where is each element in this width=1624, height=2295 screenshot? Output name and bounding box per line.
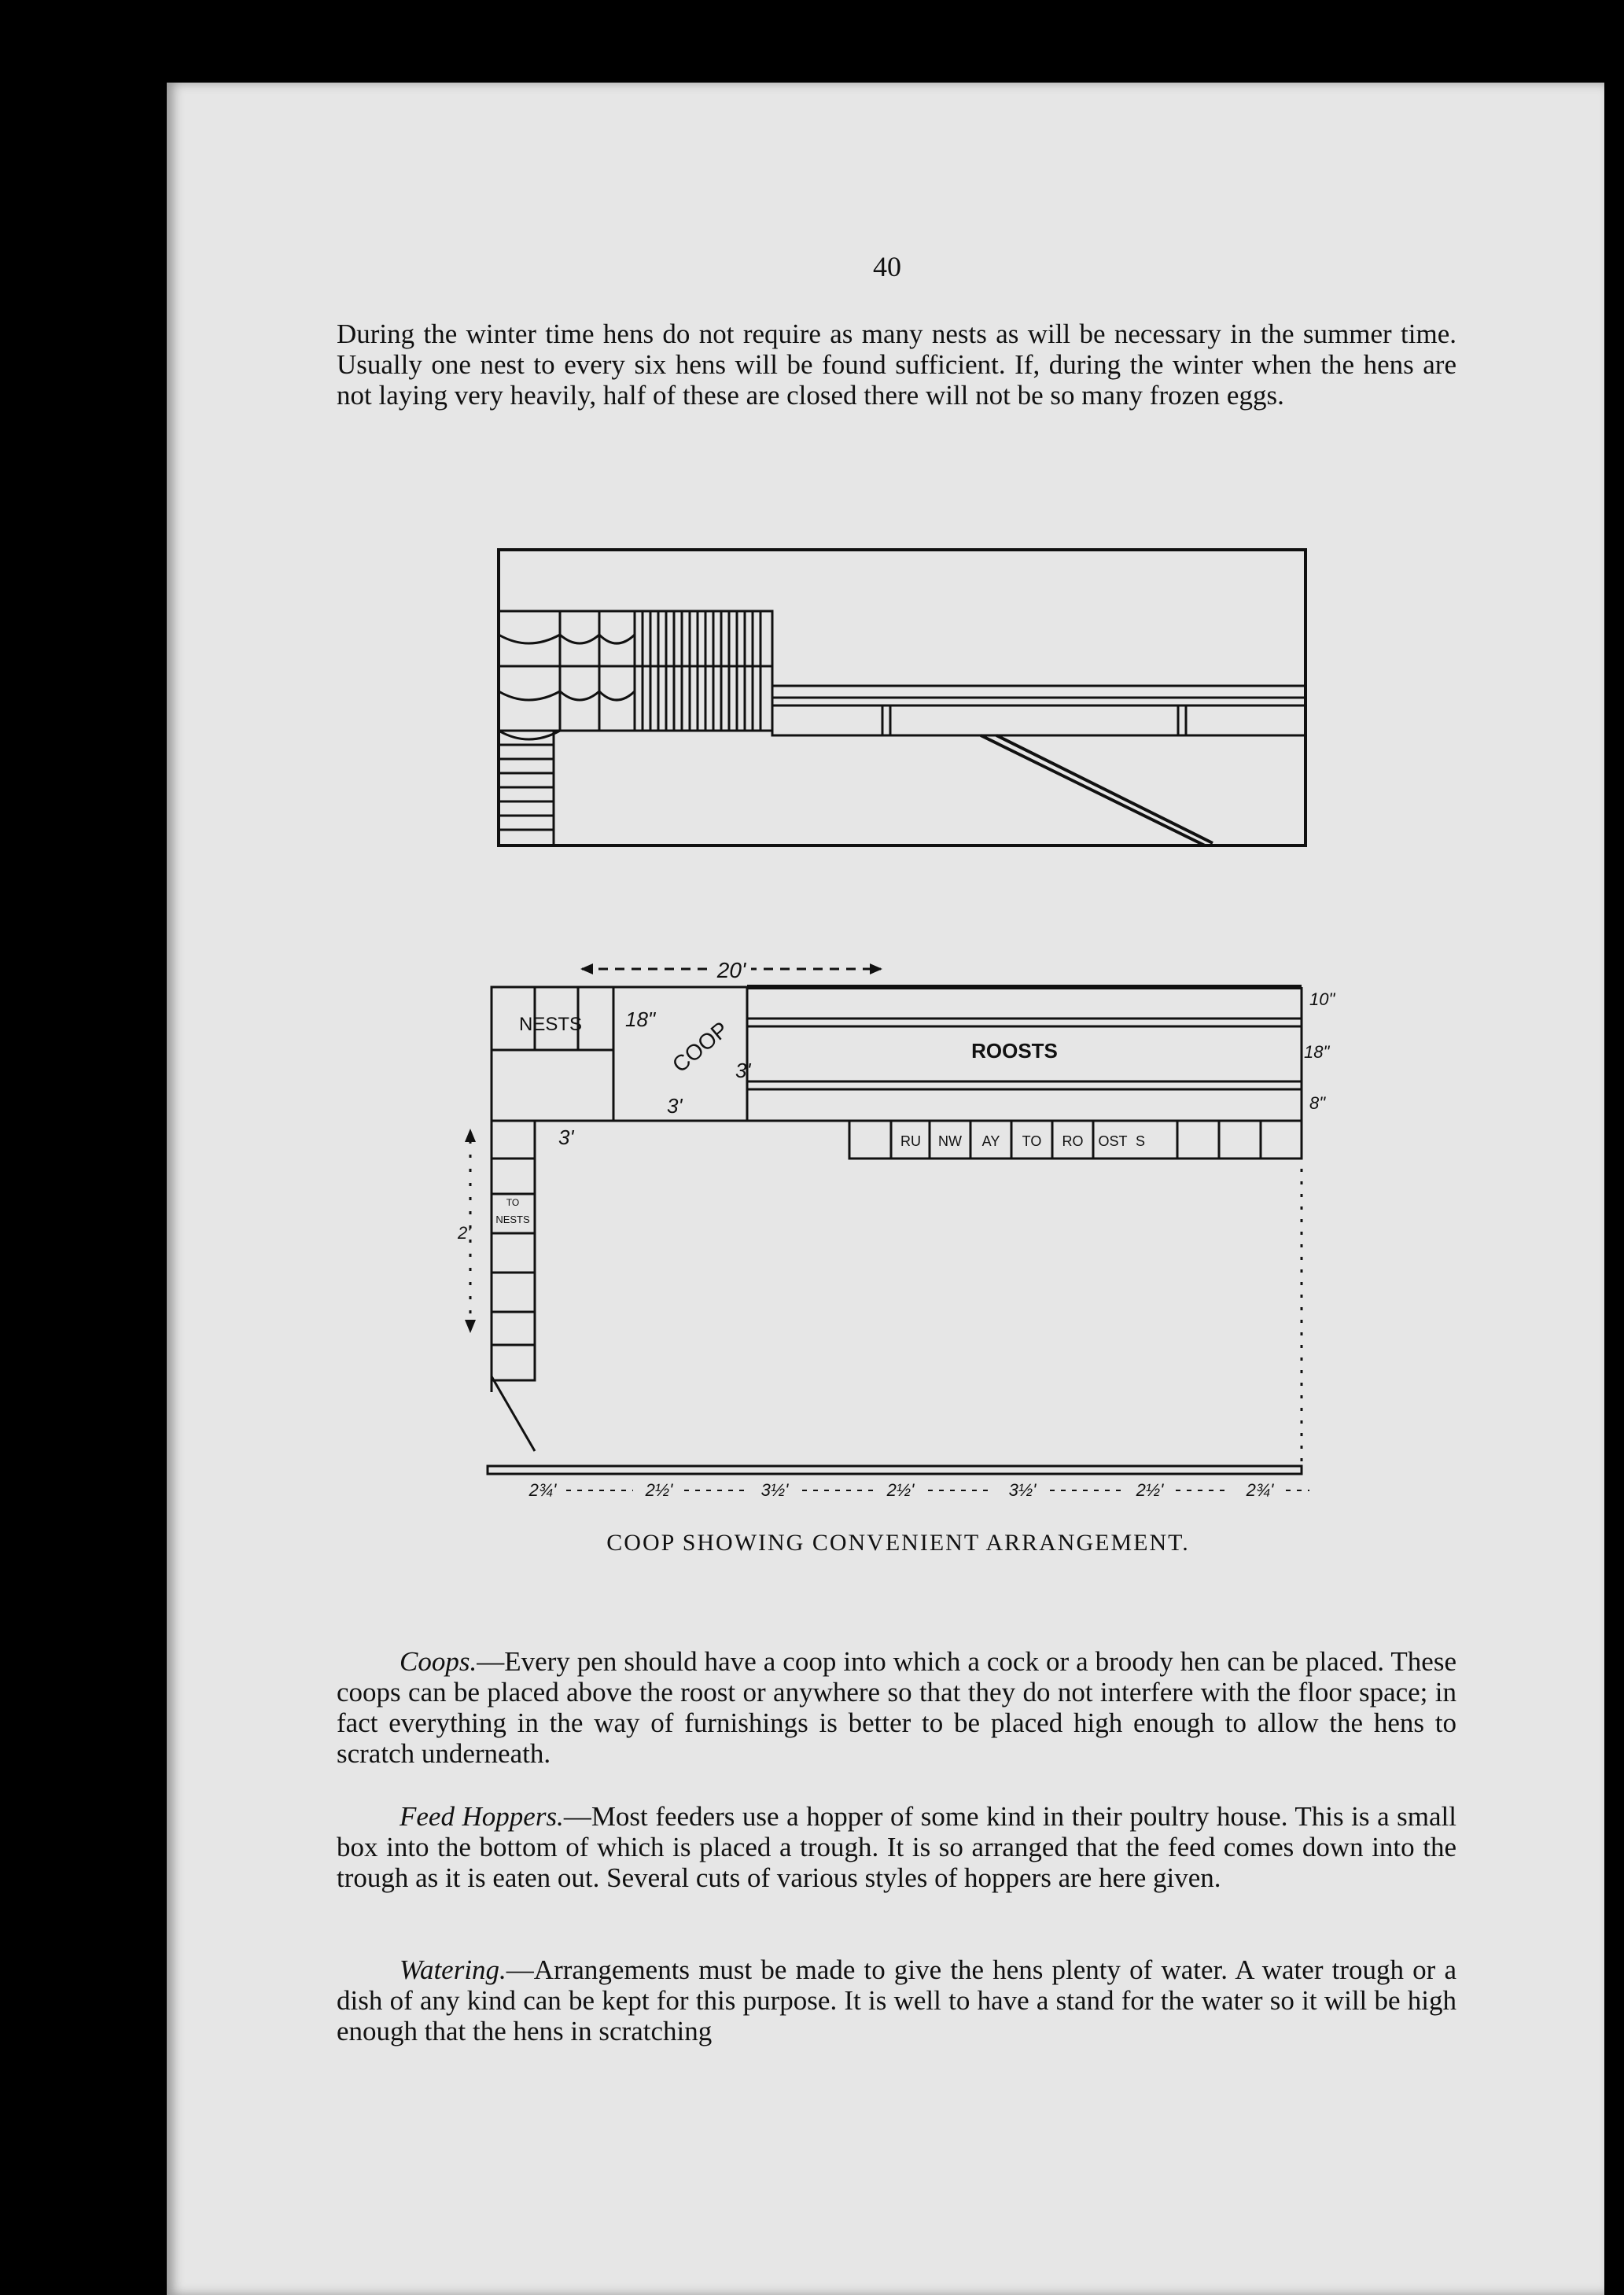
coops-heading: Coops. <box>400 1646 477 1677</box>
coop-width-label: 3' <box>667 1094 683 1118</box>
door-swing <box>492 1376 535 1451</box>
coop-plan-figure <box>458 952 1335 1502</box>
bottom-dim-4: 2½' <box>886 1480 915 1500</box>
bottom-dim-3: 3½' <box>760 1480 789 1500</box>
runway-label-3: AY <box>981 1133 1000 1149</box>
roosts-label: ROOSTS <box>971 1039 1058 1063</box>
figure-caption: COOP SHOWING CONVENIENT ARRANGEMENT. <box>606 1530 1190 1556</box>
roost-platforms <box>772 686 1305 735</box>
nest-ladder <box>499 731 554 845</box>
roost-runway <box>981 735 1213 845</box>
feed-hoppers-text: —Most feeders use a hopper of some kind in their poultry house. This is a small box into the bottom of which is placed a trough. It is so arranged that the feed comes down into the trough as it is eaten out. Several cuts of various styles of hoppers are here given. <box>337 1801 1456 1893</box>
runway-labels <box>900 1133 1145 1149</box>
watering-heading: Watering. <box>400 1954 506 1985</box>
coop-elevation-figure <box>497 548 1307 849</box>
paragraph-feed-hoppers <box>337 1801 1456 1893</box>
runway-label-5: RO <box>1062 1133 1084 1149</box>
feed-hoppers-heading: Feed Hoppers. <box>400 1801 564 1832</box>
bottom-dim-2: 2½' <box>645 1480 673 1500</box>
left-dimension-label: 2' <box>458 1223 471 1243</box>
bottom-dim-5: 3½' <box>1008 1480 1037 1500</box>
coop-label: COOP <box>667 1016 734 1078</box>
roost-gap-8: 8" <box>1309 1093 1326 1113</box>
runway-label-1: RU <box>900 1133 921 1149</box>
coop-hatching <box>635 611 772 731</box>
width-dimension <box>580 956 882 982</box>
watering-text: —Arrangements must be made to give the hens plenty of water. A water trough or a dish of any kind can be kept for this purpose. It is well to have a stand for the water so it will be high enough that the hens in scratching <box>337 1954 1456 2046</box>
coop-height-label: 18" <box>625 1008 656 1031</box>
roost-gap-18: 18" <box>1304 1042 1330 1062</box>
coop-depth-label: 3' <box>735 1059 751 1082</box>
runway-label-4: TO <box>1022 1133 1042 1149</box>
coops-text: —Every pen should have a coop into which a cock or a broody hen can be placed. These coops can be placed above the roost or anywhere so that they do not interfere with the floor space; in fact everything in the way of furnishings is better to be placed high enough to allow the hens to scratch underneath. <box>337 1646 1456 1769</box>
bottom-dim-7: 2¾' <box>1246 1480 1274 1500</box>
bottom-wall <box>488 1466 1302 1474</box>
runway-label-7: S <box>1135 1133 1146 1149</box>
nest-depth-label: 3' <box>558 1125 574 1149</box>
runway-label-6: OST <box>1098 1133 1128 1149</box>
nests-block <box>492 987 613 1121</box>
nests-label: NESTS <box>518 1014 583 1035</box>
bottom-dim-6: 2½' <box>1136 1480 1164 1500</box>
runway-label-2: NW <box>938 1133 962 1149</box>
roost-gap-10: 10" <box>1309 989 1335 1009</box>
ladder-to-nests <box>492 1121 535 1380</box>
paragraph-nests: During the winter time hens do not require as many nests as will be necessary in the summer time. Usually one nest to every six hens will be found sufficient. If, during the winter when the hens are not laying very heavily, half of these are closed there will not be so many frozen eggs. <box>337 319 1456 411</box>
bottom-dimensions <box>528 1480 1275 1500</box>
page-number: 40 <box>873 251 901 282</box>
to-nests-label-1: TO <box>506 1197 520 1208</box>
bottom-dim-1: 2¾' <box>528 1480 557 1500</box>
width-label: 20' <box>716 958 746 982</box>
paragraph-coops <box>337 1646 1456 1769</box>
paragraph-watering <box>337 1954 1456 2049</box>
to-nests-label-2: NESTS <box>495 1214 530 1225</box>
